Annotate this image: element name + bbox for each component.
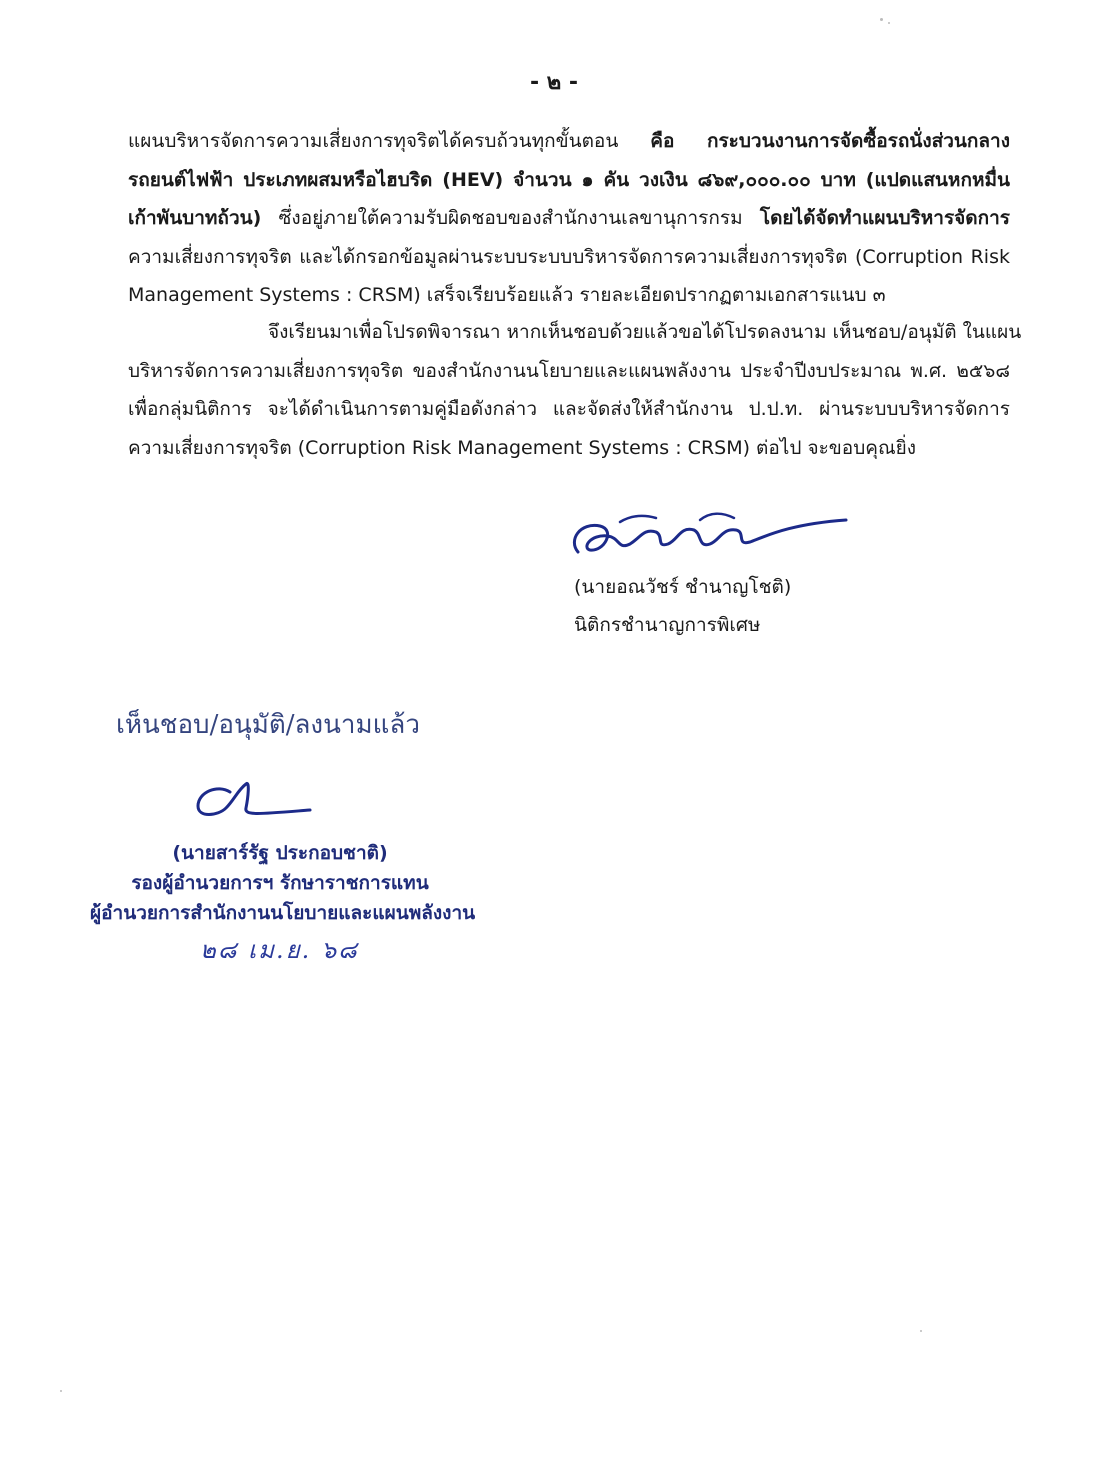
paragraph-line: จึงเรียนมาเพื่อโปรดพิจารณา หากเห็นชอบด้วยแล้วขอได้โปรดลงนาม เห็นชอบ/อนุมัติ ในแผน	[268, 321, 1022, 343]
scan-speck	[888, 22, 890, 24]
signer-name: (นายอณวัชร์ ชำนาญโชติ)	[574, 576, 792, 598]
scan-speck	[920, 1330, 922, 1332]
paragraph-line	[128, 161, 1010, 200]
paragraph-line: บริหารจัดการความเสี่ยงการทุจริต ของสำนักงานนโยบายและแผนพลังงาน ประจำปีงบประมาณ พ.ศ. ๒๕๖๘	[128, 359, 1010, 382]
bold-text-run: คือ กระบวนงานการจัดซื้อรถนั่งส่วนกลาง	[650, 130, 1010, 152]
paragraph-line: ความเสี่ยงการทุจริต และได้กรอกข้อมูลผ่านระบบระบบบริหารจัดการความเสี่ยงการทุจริต (Corruption Risk	[128, 245, 1010, 268]
paragraph-line: ความเสี่ยงการทุจริต (Corruption Risk Management Systems : CRSM) ต่อไป จะขอบคุณยิ่ง	[128, 436, 916, 459]
bold-text-run: โดยได้จัดทำแผนบริหารจัดการ	[759, 207, 1010, 229]
bold-text-run: เก้าพันบาทถ้วน)	[128, 207, 262, 229]
approver-position-1: รองผู้อำนวยการฯ รักษาราชการแทน	[131, 872, 429, 894]
body-paragraph-2	[128, 313, 1022, 467]
approver-signature	[190, 770, 330, 830]
approval-date: ๒๘ เม.ย. ๖๘	[200, 936, 359, 964]
signer-signature	[560, 500, 860, 570]
text-run: แผนบริหารจัดการความเสี่ยงการทุจริตได้ครบถ้วนทุกขั้นตอน	[128, 130, 651, 152]
approver-position-2: ผู้อำนวยการสำนักงานนโยบายและแผนพลังงาน	[90, 902, 476, 924]
text-run: ซึ่งอยู่ภายใต้ความรับผิดชอบของสำนักงานเลขานุการกรม	[261, 207, 760, 229]
signer-block	[574, 568, 791, 644]
page-number: - ๒ -	[529, 70, 579, 95]
approval-heading: เห็นชอบ/อนุมัติ/ลงนามแล้ว	[116, 710, 420, 740]
approver-name: (นายสาร์รัฐ ประกอบชาติ)	[172, 842, 388, 864]
signer-position: นิติกรชำนาญการพิเศษ	[574, 614, 761, 636]
paragraph-line: Management Systems : CRSM) เสร็จเรียบร้อยแล้ว รายละเอียดปรากฏตามเอกสารแนบ ๓	[128, 284, 886, 306]
scan-speck	[60, 1390, 62, 1392]
paragraph-line	[128, 122, 1010, 161]
body-paragraph-1	[128, 122, 1010, 315]
bold-text-run: รถยนต์ไฟฟ้า ประเภทผสมหรือไฮบริด (HEV) จำนวน ๑ คัน วงเงิน ๘๖๙,๐๐๐.๐๐ บาท (แปดแสนหกหมื่น	[128, 168, 1010, 191]
approver-block	[90, 838, 476, 928]
paragraph-line: เพื่อกลุ่มนิติการ จะได้ดำเนินการตามคู่มือดังกล่าว และจัดส่งให้สำนักงาน ป.ป.ท. ผ่านระบบบริหารจัดการ	[128, 398, 1010, 420]
scan-speck	[880, 18, 883, 21]
paragraph-line	[128, 199, 1010, 238]
